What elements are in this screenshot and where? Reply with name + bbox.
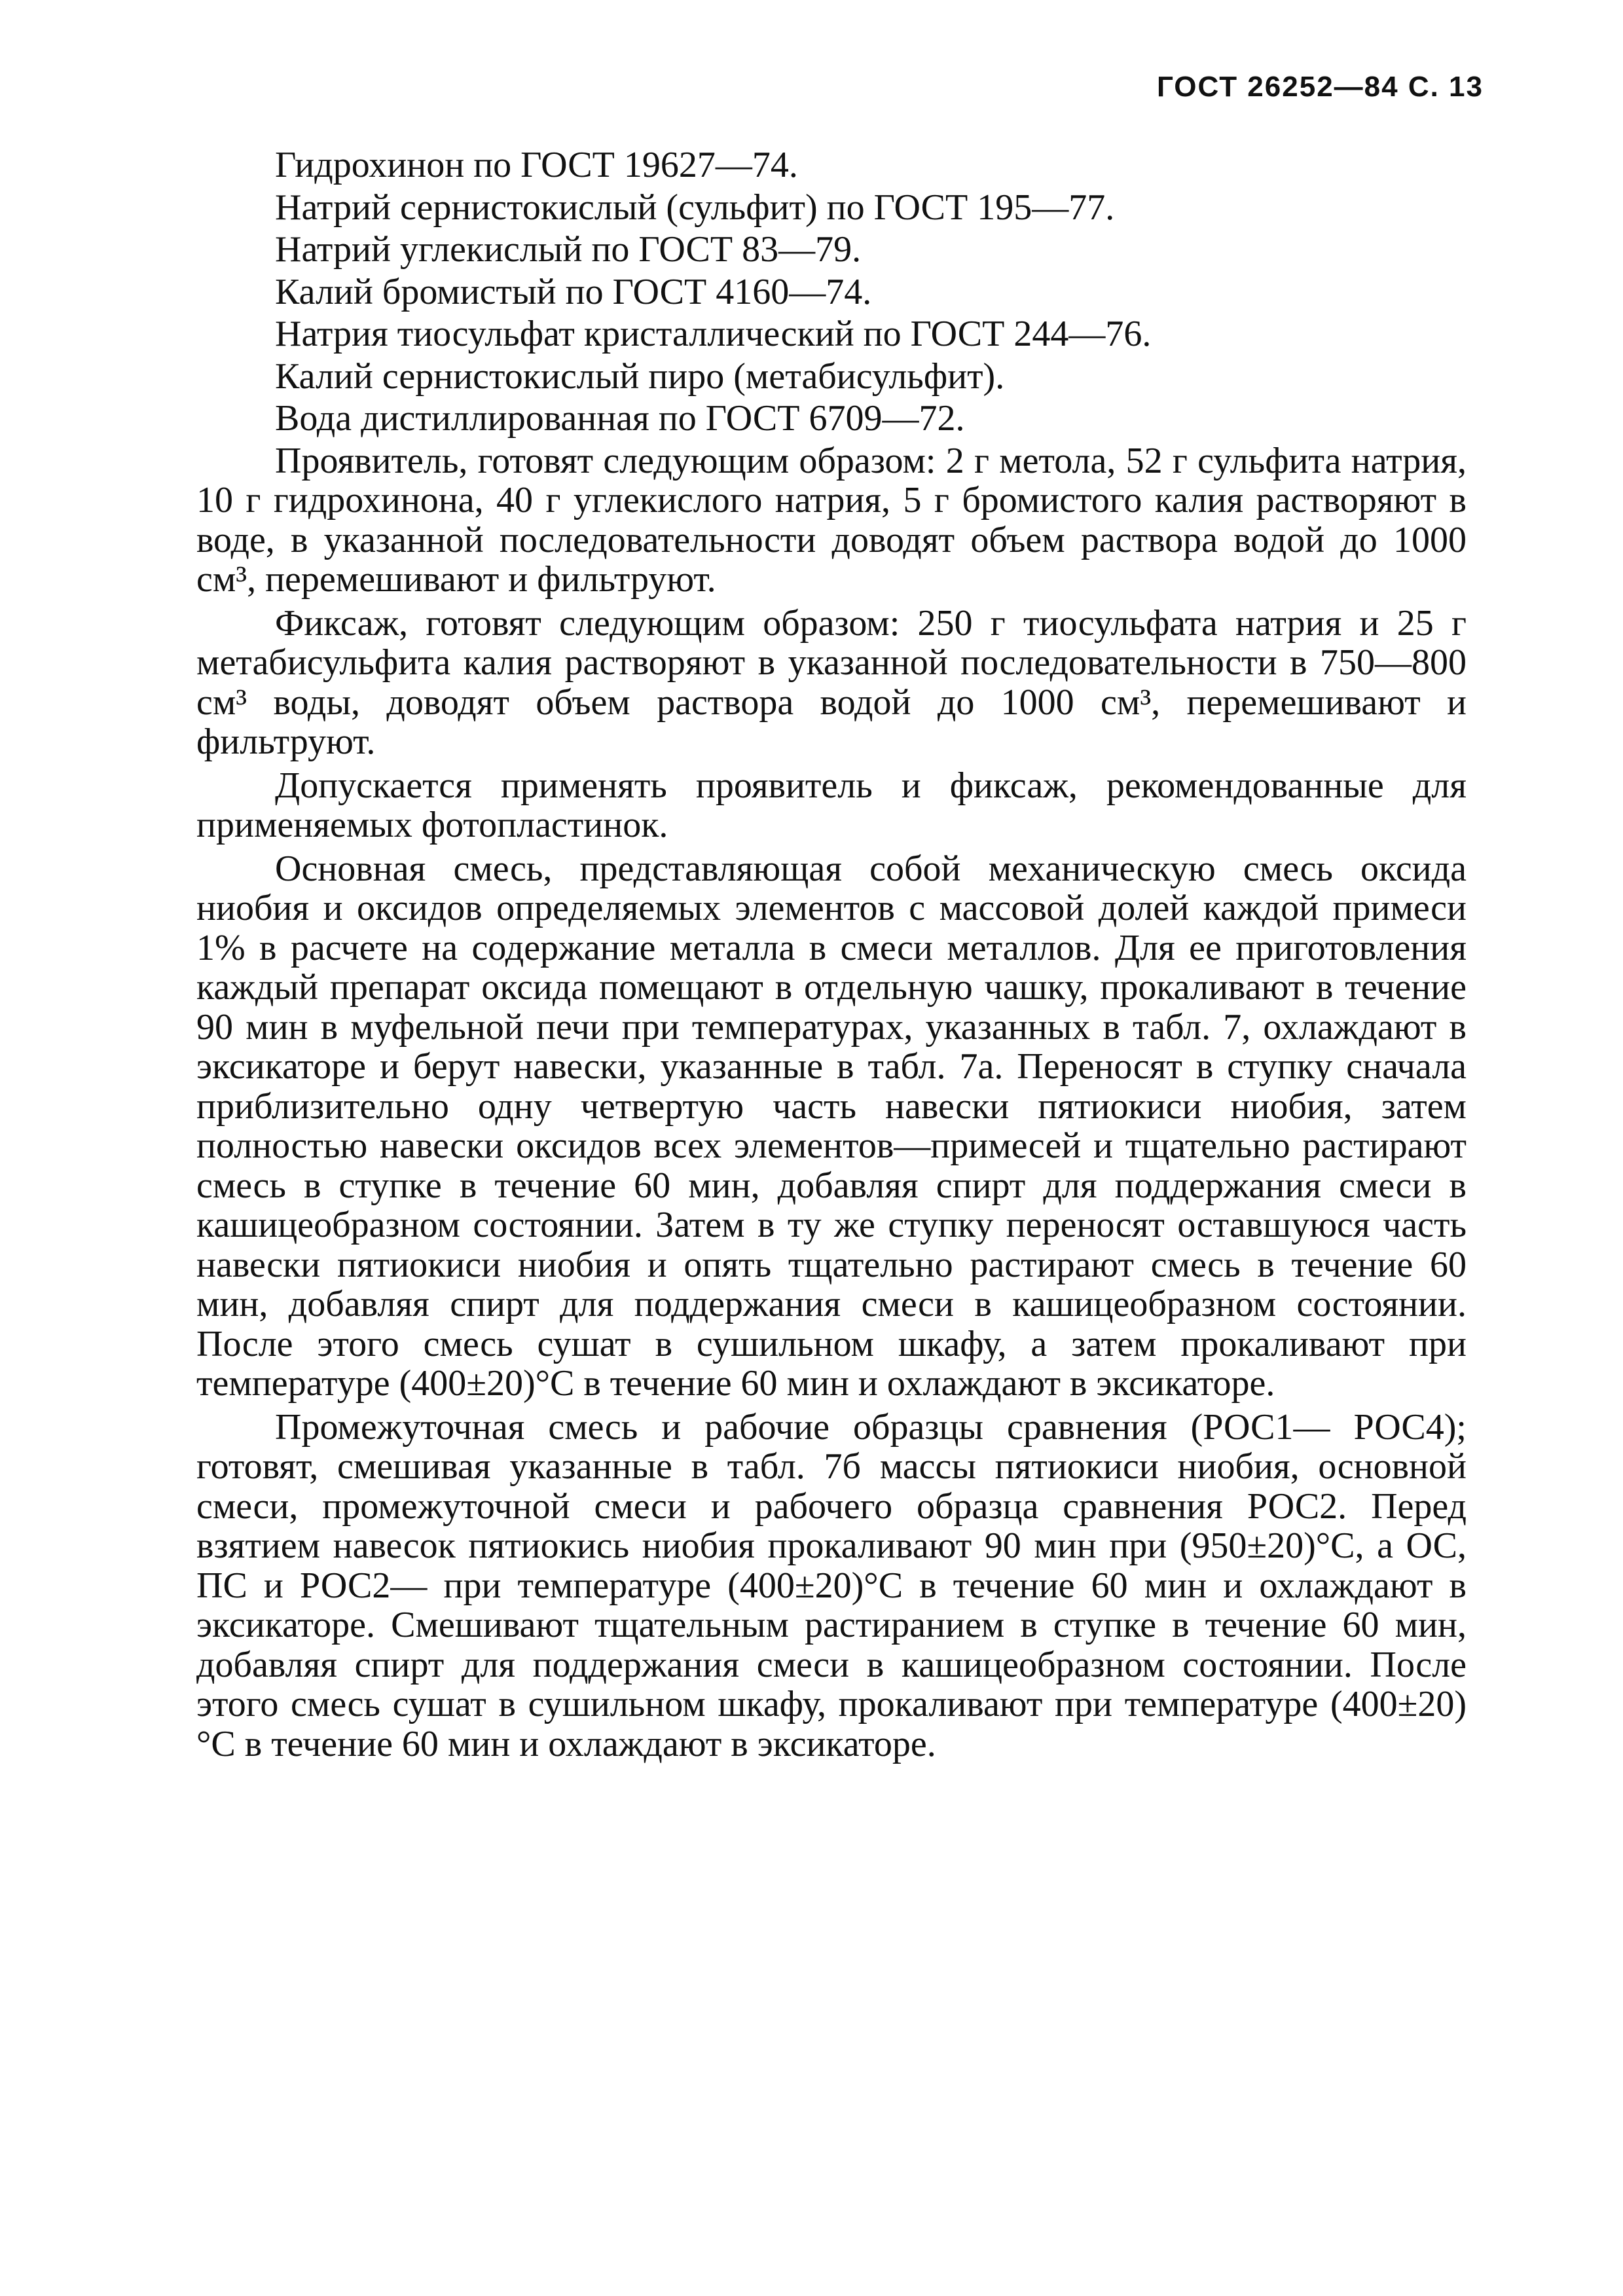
paragraph-fixer: Фиксаж, готовят следующим образом: 250 г тиосульфата натрия и 25 г метабисульфита калия растворяют в указанной последовательности в 750—800 см³ воды, доводят объем раствора водой до 1000 см³, перемешивают и фильтруют. xyxy=(196,602,1467,762)
reagent-sodium-thiosulfate: Натрия тиосульфат кристаллический по ГОСТ 244—76. xyxy=(275,314,1152,354)
paragraph-allowance: Допускается применять проявитель и фиксаж, рекомендованные для применяемых фотопластинок. xyxy=(196,765,1467,845)
reagent-sodium-sulfite: Натрий сернистокислый (сульфит) по ГОСТ 195—77. xyxy=(275,187,1115,228)
reagent-distilled-water: Вода дистиллированная по ГОСТ 6709—72. xyxy=(275,398,965,439)
reagent-sodium-carbonate: Натрий углекислый по ГОСТ 83—79. xyxy=(275,229,862,270)
paragraph-base-mixture: Основная смесь, представляющая собой механическую смесь оксида ниобия и оксидов определяемых элементов с массовой долей каждой примеси 1% в расчете на содержание металла в смеси металлов. Для ее приготовления каждый препарат оксида помещают в отдельную чашку, прокаливают в течение 90 мин в муфельной печи при температурах, указанных в табл. 7, охлаждают в эксикаторе и берут навески, указанные в табл. 7а. Переносят в ступку сначала приблизительно одну четвертую часть навески пятиокиси ниобия, затем полностью навески оксидов всех элементов—примесей и тщательно растирают смесь в ступке в течение 60 мин, добавляя спирт для поддержания смеси в кашицеобразном состоянии. Затем в ту же ступку переносят оставшуюся часть навески пятиокиси ниобия и опять тщательно растирают смесь в течение 60 мин, добавляя спирт для поддержания смеси в кашицеобразном состоянии. После этого смесь сушат в сушильном шкафу, а затем прокаливают при температуре (400±20)°С в течение 60 мин и охлаждают в эксикаторе. xyxy=(196,848,1467,1404)
reagent-list xyxy=(196,145,1467,439)
reagent-potassium-bromide: Калий бромистый по ГОСТ 4160—74. xyxy=(275,271,872,312)
paragraph-intermediate-mixture: Промежуточная смесь и рабочие образцы сравнения (РОС1— РОС4); готовят, смешивая указанные в табл. 7б массы пятиокиси ниобия, основной смеси, промежуточной смеси и рабочего образца сравнения РОС2. Перед взятием навесок пятиокись ниобия прокаливают 90 мин при (950±20)°С, а ОС, ПС и РОС2— при температуре (400±20)°С в течение 60 мин и охлаждают в эксикаторе. Смешивают тщательным растиранием в ступке в течение 60 мин, добавляя спирт для поддержания смеси в кашицеобразном состоянии. После этого смесь сушат в сушильном шкафу, прокаливают при температуре (400±20)°С в течение 60 мин и охлаждают в эксикаторе. xyxy=(196,1406,1467,1764)
page-header: ГОСТ 26252—84 С. 13 xyxy=(1156,71,1484,103)
document-body xyxy=(196,145,1467,1764)
reagent-potassium-metabisulfite: Калий сернистокислый пиро (метабисульфит). xyxy=(275,355,1005,397)
reagent-hydroquinone: Гидрохинон по ГОСТ 19627—74. xyxy=(275,145,798,185)
paragraph-developer: Проявитель, готовят следующим образом: 2 г метола, 52 г сульфита натрия, 10 г гидрохинона, 40 г углекислого натрия, 5 г бромистого калия растворяют в воде, в указанной последовательности доводят объем раствора водой до 1000 см³, перемешивают и фильтруют. xyxy=(196,440,1467,600)
